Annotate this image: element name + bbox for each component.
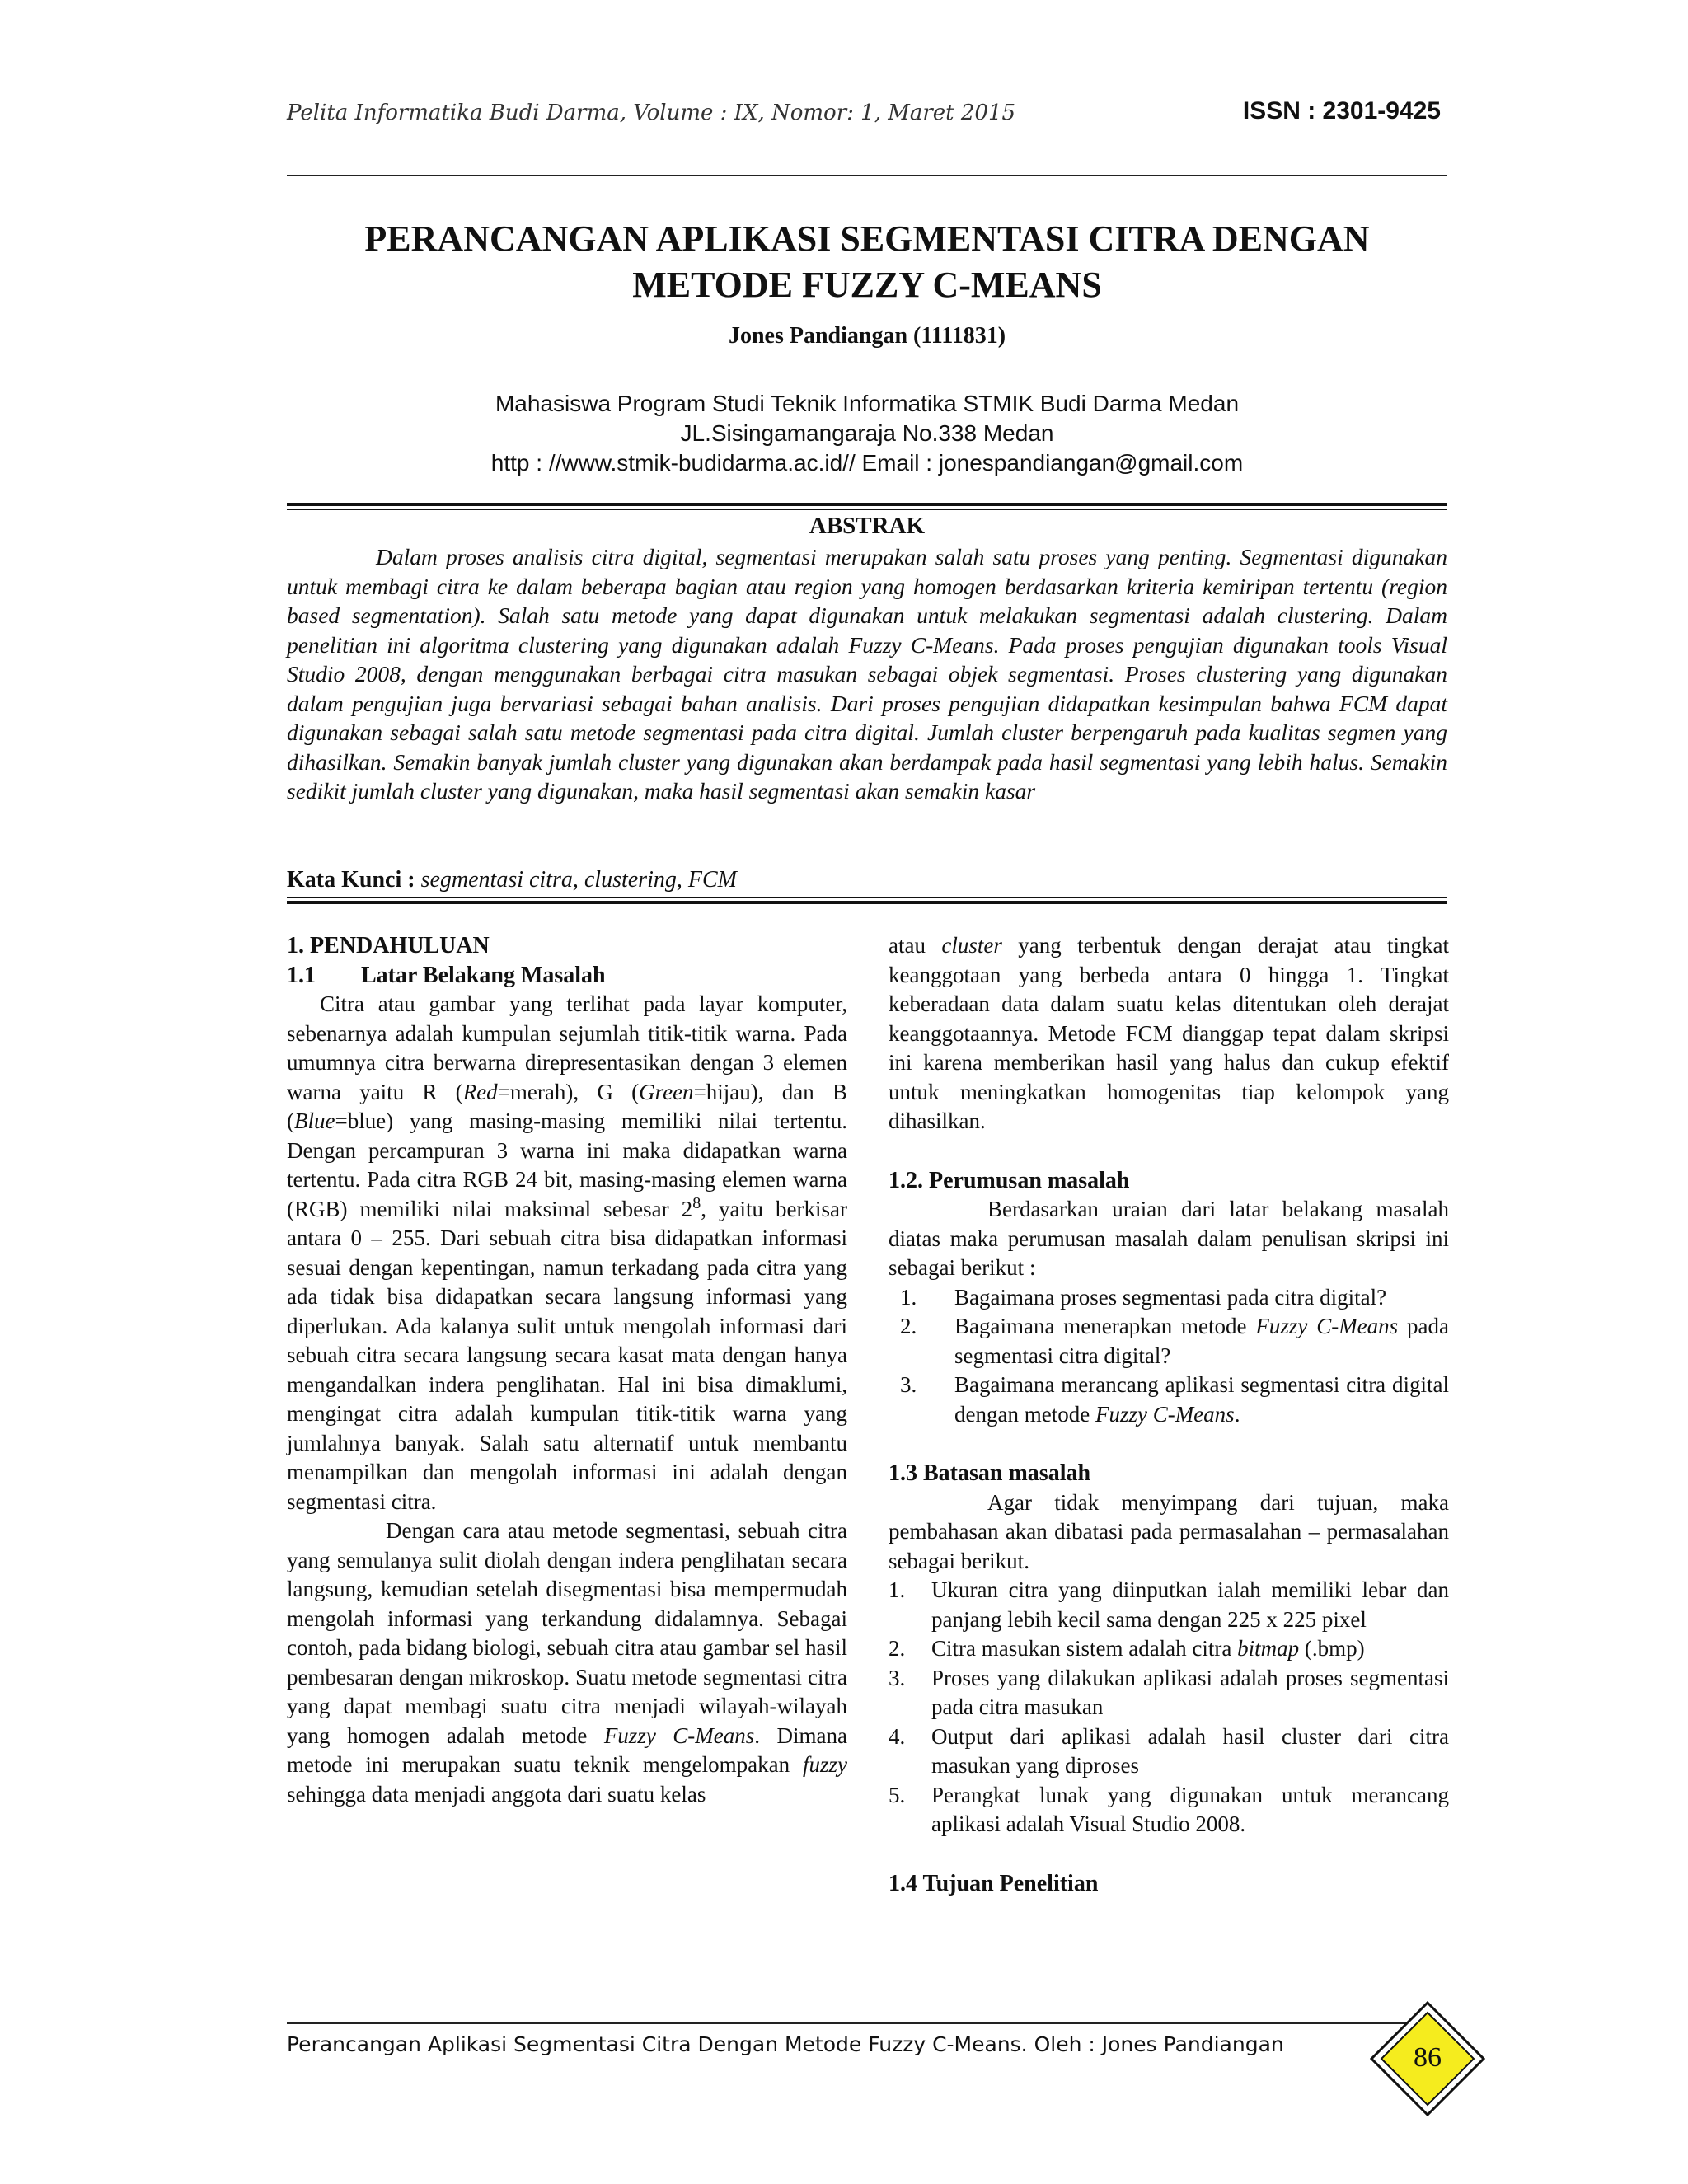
list-item xyxy=(889,1664,1449,1722)
author: Jones Pandiangan (1111831) xyxy=(728,323,1006,349)
text-run: Fuzzy C-Means xyxy=(1255,1314,1399,1338)
list-item xyxy=(889,1371,1449,1429)
abstract-text xyxy=(287,542,1447,806)
text-run: =blue) yang masing-masing memiliki nilai tertentu. Dengan percampuran 3 warna ini maka didapatkan warna tertentu. Pada citra RGB 24 bit, masing-masing elemen warna (RGB) memiliki nilai maksimal sebesar 2 xyxy=(287,1108,847,1221)
text-run: Fuzzy C-Means xyxy=(1095,1401,1235,1427)
affiliation-line-3: http : //www.stmik-budidarma.ac.id// Email : jonespandiangan@gmail.com xyxy=(490,450,1244,476)
keywords-label: Kata Kunci : xyxy=(287,867,421,893)
section-title: Latar Belakang Masalah xyxy=(361,962,606,988)
affiliation xyxy=(287,389,1447,478)
abstract-body: Dalam proses analisis citra digital, segmentasi merupakan salah satu proses yang penting. Segmentasi digunakan untuk membagi citra ke dalam beberapa bagian atau region yang homogen berdasarkan kriteria kemiripan tertentu (region based segmentation). Salah satu metode yang dapat digunakan untuk melakukan segmentasi adalah clustering. Dalam penelitian ini algoritma clustering yang digunakan adalah Fuzzy C-Means. Pada proses pengujian digunakan tools Visual Studio 2008, dengan menggunakan berbagai citra masukan sebagai objek segmentasi. Proses clustering yang digunakan dalam pengujian juga bervariasi sebagai bahan analisis. Dari proses pengujian didapatkan kesimpulan bahwa FCM dapat digunakan sebagai salah satu metode segmentasi pada citra digital. Jumlah cluster berpengaruh pada kualitas segmen yang dihasilkan. Semakin banyak jumlah cluster yang digunakan akan berdampak pada hasil segmentasi yang lebih halus. Semakin sedikit jumlah cluster yang digunakan, maka hasil segmentasi akan semakin kasar xyxy=(287,544,1447,804)
scope-list xyxy=(889,1576,1449,1840)
spacer xyxy=(889,1137,1449,1166)
text-run: Bagaimana menerapkan metode xyxy=(954,1314,1256,1338)
text-run: Blue xyxy=(294,1108,335,1133)
text-run: bitmap xyxy=(1237,1636,1300,1661)
header-rule xyxy=(287,175,1447,176)
footer-text: Perancangan Aplikasi Segmentasi Citra Dengan Metode Fuzzy C-Means. Oleh : Jones Pandiangan xyxy=(287,2032,1284,2056)
paper-title xyxy=(287,216,1447,308)
section-heading-1-3: 1.3 Batasan masalah xyxy=(889,1460,1091,1486)
text-run: , yaitu berkisar antara 0 – 255. Dari sebuah citra bisa didapatkan informasi sesuai dengan kepentingan, namun terkadang pada citra yang ada tidak bisa didapatkan secara langsung informasi yang diperlukan. Ada kalanya sulit untuk mengolah informasi dari sebuah citra secara langsung secara kasat mata dengan hanya mengandalkan indera penglihatan. Hal ini bisa dimaklumi, mengingat citra adalah kumpulan titik-titik warna yang jumlahnya banyak. Salah satu alternatif untuk membantu menampilkan dan mengolah informasi ini adalah dengan segmentasi citra. xyxy=(287,1196,847,1514)
section-heading-1-4: 1.4 Tujuan Penelitian xyxy=(889,1870,1099,1896)
right-column xyxy=(889,931,1449,1898)
list-item xyxy=(889,1781,1449,1840)
paragraph: Berdasarkan uraian dari latar belakang masalah diatas maka perumusan masalah dalam penulisan skripsi ini sebagai berikut : xyxy=(889,1197,1449,1280)
list-item xyxy=(889,1722,1449,1781)
list-item xyxy=(889,1634,1449,1664)
list-item xyxy=(889,1576,1449,1634)
text-run: yang terbentuk dengan derajat atau tingkat keanggotaan yang berbeda antara 0 hingga 1. Tingkat keberadaan data dalam suatu kelas ditentukan oleh derajat keanggotaannya. Metode FCM dianggap tepat dalam skripsi ini karena memberikan hasil yang halus dan cukup efektif untuk meningkatkan homogenitas tiap kelompok yang dihasilkan. xyxy=(889,933,1449,1133)
affiliation-line-2: JL.Sisingamangaraja No.338 Medan xyxy=(680,420,1054,446)
text-run: . Dimana metode ini merupakan suatu teknik mengelompakan xyxy=(287,1722,847,1777)
superscript: 8 xyxy=(692,1193,701,1212)
text-run: Green xyxy=(639,1079,694,1104)
title-line-1: PERANCANGAN APLIKASI SEGMENTASI CITRA DENGAN xyxy=(364,218,1370,259)
paragraph xyxy=(287,1516,847,1809)
spacer xyxy=(889,1429,1449,1459)
text-run: Bagaimana merancang aplikasi segmentasi citra digital dengan metode xyxy=(954,1372,1449,1427)
left-column xyxy=(287,931,847,1809)
text-run: pada segmentasi citra digital? xyxy=(954,1314,1449,1368)
abstract-heading: ABSTRAK xyxy=(809,513,926,539)
list-number: 3. xyxy=(900,1372,917,1397)
list-number: 2. xyxy=(900,1314,917,1338)
keywords-value: segmentasi citra, clustering, FCM xyxy=(420,867,737,893)
section-number: 1.1 xyxy=(287,962,316,988)
paragraph xyxy=(889,931,1449,1137)
problem-list xyxy=(889,1283,1449,1430)
text-run: sehingga data menjadi anggota dari suatu kelas xyxy=(287,1781,706,1807)
text-run: Dengan cara atau metode segmentasi, sebuah citra yang semulanya sulit diolah dengan indera penglihatan secara langsung, kemudian setelah disegmentasi bisa mempermudah mengolah informasi yang terkandung didalamnya. Sebagai contoh, pada bidang biologi, sebuah citra atau gambar sel hasil pembesaran dengan mikroskop. Suatu metode segmentasi citra yang dapat membagi suatu citra menjadi wilayah-wilayah yang homogen adalah metode xyxy=(287,1518,847,1748)
affiliation-line-1: Mahasiswa Program Studi Teknik Informatika STMIK Budi Darma Medan xyxy=(495,391,1240,416)
text-run: Perangkat lunak yang digunakan untuk merancang aplikasi adalah Visual Studio 2008. xyxy=(931,1782,1449,1836)
section-heading-1: 1. PENDAHULUAN xyxy=(287,933,490,958)
text-run: atau xyxy=(889,933,942,958)
text-run: Proses yang dilakukan aplikasi adalah proses segmentasi pada citra masukan xyxy=(931,1665,1449,1719)
text-run: Ukuran citra yang diinputkan ialah memiliki lebar dan panjang lebih kecil sama dengan 225 x 225 pixel xyxy=(931,1577,1449,1632)
text-run: fuzzy xyxy=(803,1752,847,1777)
list-number: 1. xyxy=(889,1577,906,1602)
title-line-2: METODE FUZZY C-MEANS xyxy=(632,265,1102,305)
list-item xyxy=(889,1312,1449,1371)
paragraph: Agar tidak menyimpang dari tujuan, maka pembahasan akan dibatasi pada permasalahan – permasalahan sebagai berikut. xyxy=(889,1489,1449,1573)
list-number: 3. xyxy=(889,1665,906,1690)
text-run: Citra atau gambar yang terlihat pada layar komputer, sebenarnya adalah kumpulan sejumlah titik-titik warna. Pada umumnya citra berwarna direpresentasikan dengan 3 elemen warna yaitu R ( xyxy=(287,991,847,1104)
text-run: cluster xyxy=(941,933,1002,958)
text-run: Bagaimana proses segmentasi pada citra digital? xyxy=(954,1284,1387,1310)
keywords xyxy=(287,867,1447,893)
paragraph xyxy=(287,990,847,1516)
list-number: 4. xyxy=(889,1723,906,1749)
list-number: 1. xyxy=(900,1284,917,1310)
section-heading-1-2: 1.2. Perumusan masalah xyxy=(889,1167,1130,1193)
footer-rule xyxy=(287,2022,1447,2024)
text-run: Red xyxy=(462,1079,498,1104)
page-number: 86 xyxy=(1414,2042,1442,2073)
list-number: 2. xyxy=(889,1636,906,1661)
journal-header: Pelita Informatika Budi Darma, Volume : IX, Nomor: 1, Maret 2015 xyxy=(287,101,1016,125)
list-item xyxy=(889,1283,1449,1313)
text-run: Fuzzy C-Means xyxy=(603,1722,755,1748)
issn: ISSN : 2301-9425 xyxy=(1242,97,1441,124)
spacer xyxy=(889,1840,1449,1869)
section-heading-1-1 xyxy=(287,961,847,991)
text-run: =hijau), dan B ( xyxy=(287,1079,847,1133)
text-run: Citra masukan sistem adalah citra xyxy=(931,1636,1238,1661)
text-run: =merah), G ( xyxy=(497,1079,640,1104)
list-number: 5. xyxy=(889,1782,906,1807)
text-run: (.bmp) xyxy=(1299,1636,1365,1661)
text-run: . xyxy=(1234,1401,1240,1427)
text-run: Output dari aplikasi adalah hasil cluster dari citra masukan yang diproses xyxy=(931,1723,1449,1778)
